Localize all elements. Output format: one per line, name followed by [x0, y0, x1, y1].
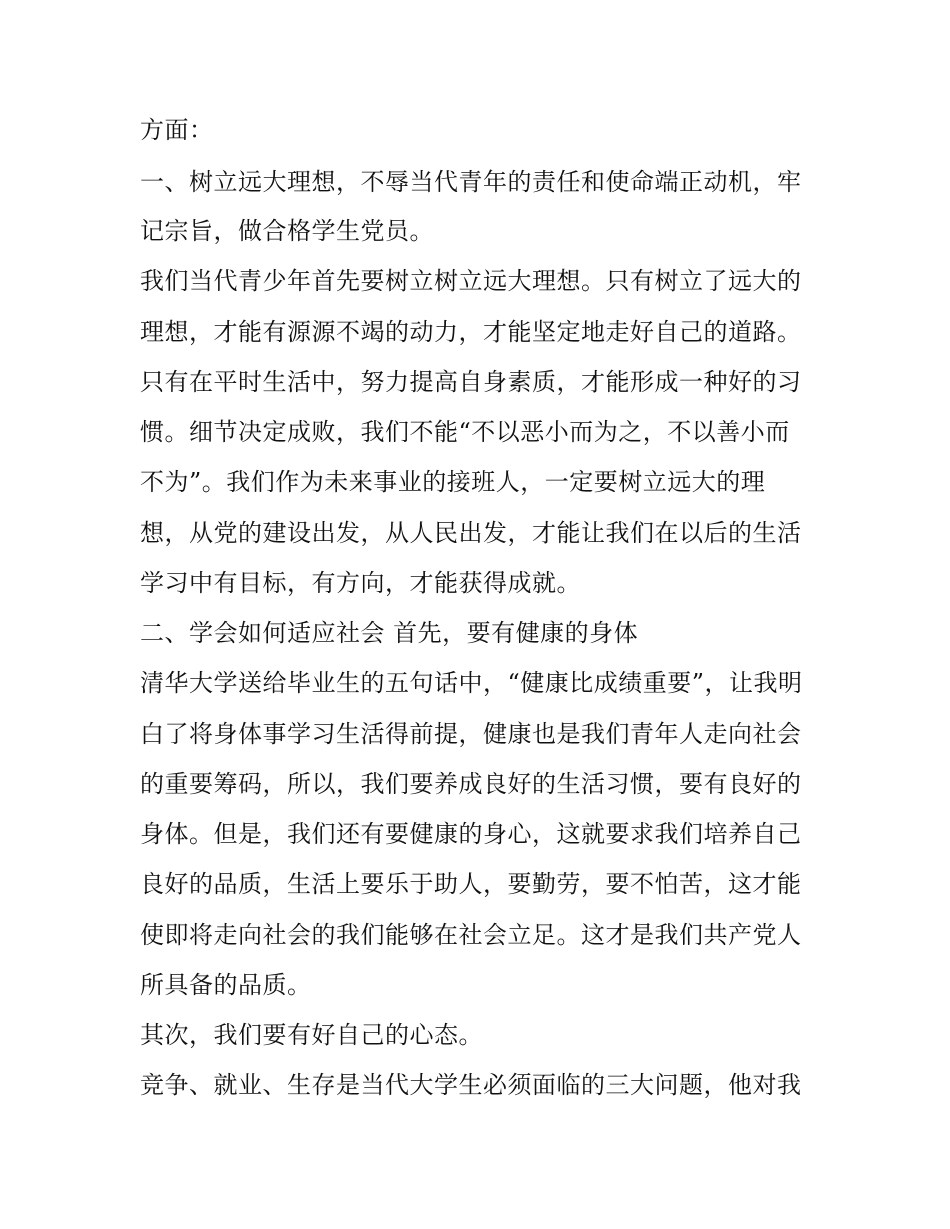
text-line: 方面：: [140, 116, 214, 144]
text-line: 的重要筹码，所以，我们要养成良好的生活习惯，要有良好的: [140, 770, 802, 798]
text-line: 白了将身体事学习生活得前提，健康也是我们青年人走向社会: [140, 720, 802, 748]
text-line: 只有在平时生活中，努力提高自身素质，才能形成一种好的习: [140, 368, 802, 396]
text-line: 身体。但是，我们还有要健康的身心，这就要求我们培养自己: [140, 820, 802, 848]
text-line: 记宗旨，做合格学生党员。: [140, 217, 434, 245]
text-line: 竞争、就业、生存是当代大学生必须面临的三大问题，他对我: [140, 1071, 802, 1099]
text-line: 我们当代青少年首先要树立树立远大理想。只有树立了远大的: [140, 267, 802, 295]
text-line: 学习中有目标，有方向，才能获得成就。: [140, 569, 581, 597]
section-heading: 二、学会如何适应社会 首先，要有健康的身体: [140, 619, 639, 647]
text-line: 良好的品质，生活上要乐于助人，要勤劳，要不怕苦，这才能: [140, 870, 802, 898]
text-line: 不为”。我们作为未来事业的接班人，一定要树立远大的理: [140, 468, 766, 496]
text-line: 其次，我们要有好自己的心态。: [140, 1021, 483, 1049]
text-line: 一、树立远大理想，不辱当代青年的责任和使命端正动机，牢: [140, 168, 802, 196]
text-line: 所具备的品质。: [140, 971, 312, 999]
text-line: 惯。细节决定成败，我们不能“不以恶小而为之，不以善小而: [140, 418, 790, 446]
text-line: 使即将走向社会的我们能够在社会立足。这才是我们共产党人: [140, 921, 802, 949]
text-line: 理想，才能有源源不竭的动力，才能坚定地走好自己的道路。: [140, 318, 802, 346]
text-line: 清华大学送给毕业生的五句话中，“健康比成绩重要”，让我明: [140, 669, 803, 697]
text-line: 想，从党的建设出发，从人民出发，才能让我们在以后的生活: [140, 519, 802, 547]
